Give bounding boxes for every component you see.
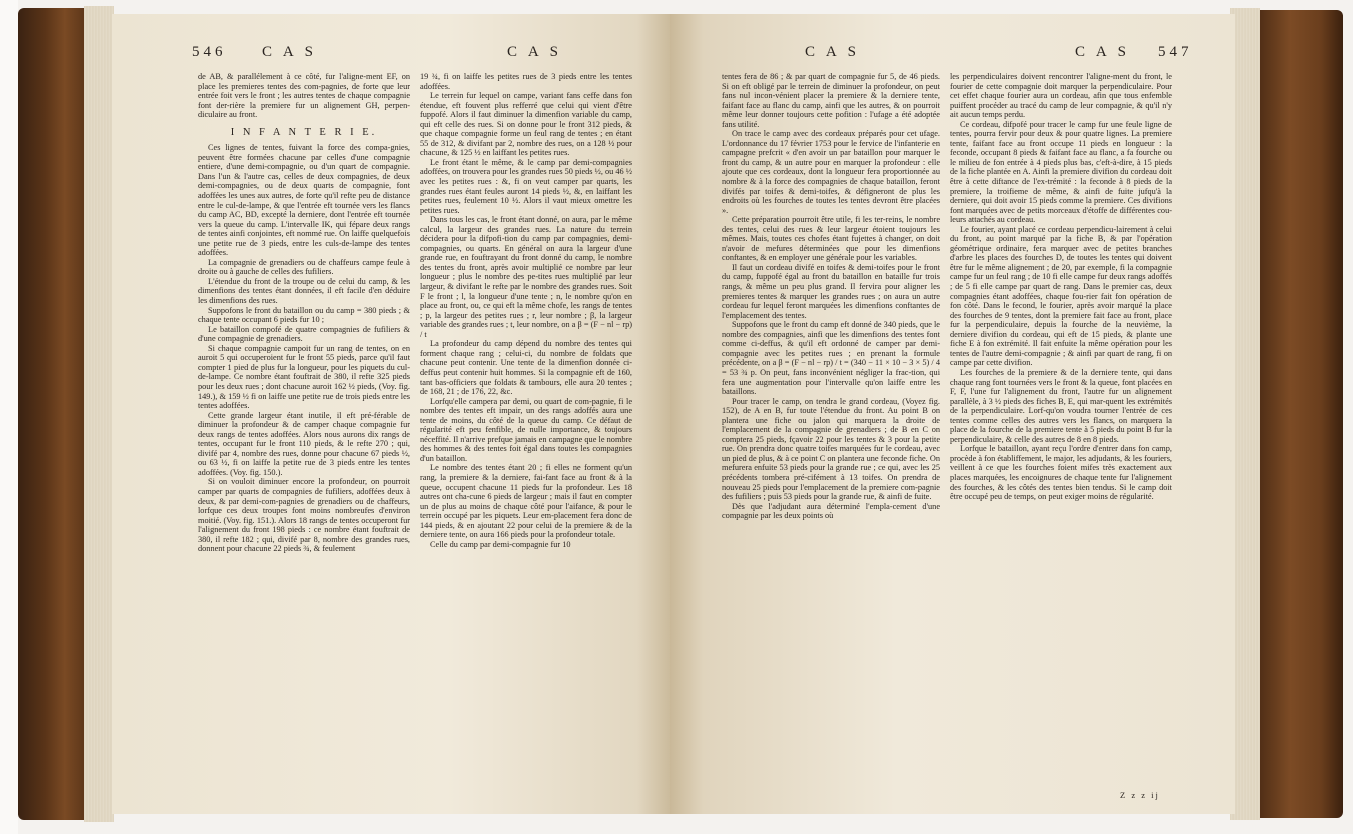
page-number: 547 [1158, 44, 1193, 60]
paragraph: Il faut un cordeau divifé en toifes & demi-toifes pour le front du camp, fuppofé égal au front du bataillon en bataille fur trois rangs, & même un peu plus grand. Il fervira pour aligner les premieres tentes & marquer les grandes rues ; on aura un autre cordeau fur lequel feront marquées les dimenfions conftantes de l'emplacement des tentes. [722, 262, 940, 320]
paragraph: Suppofons le front du bataillon ou du camp = 380 pieds ; & chaque tente occupant 6 pieds fur 10 ; [198, 305, 410, 325]
paragraph: Le terrein fur lequel on campe, variant fans ceffe dans fon étendue, eft fouvent plus refferré que celui qui vient d'être fuppofé. Alors il faut diminuer la dimenfion variable du camp, qui eft celle des rues. Si on donne pour le front 312 pieds, & que chaque compagnie forme un feul rang de tentes ; en étant 55 de 312, & divifant par 2, nombre des rues, on a 128 ½ pour chacune, & 125 ½ en laiffant les petites rues. [420, 91, 632, 158]
paragraph: Le front étant le même, & le camp par demi-compagnies adoffées, on trouvera pour les grandes rues 50 pieds ½, ou 46 ½ avec les petites rues : &, fi on veut camper par quarts, les grandes rues étant feules auront 14 pieds ½, &, en laiffant les petites rues, feulement 10 ½. Alors il vaut mieux omettre les petites rues. [420, 157, 632, 215]
paragraph: 19 ¾, fi on laiffe les petites rues de 3 pieds entre les tentes adoffées. [420, 72, 632, 91]
left-column-1 [198, 72, 410, 554]
running-head-left: C A S [805, 44, 861, 60]
left-column-2 [420, 72, 632, 549]
paragraph: Ce cordeau, difpofé pour tracer le camp fur une feule ligne de tentes, pourra fervir pour deux & pour quatre lignes. La premiere tente, faifant face au front occupe 11 pieds en longueur : la feconde, occupant 8 pieds & faifant face au flanc, a fa fourche ou le milieu de fon entrée à 4 pieds plus bas, c'eft-à-dire, à 15 pieds de la fiche plantée en A. Ainfi la premiere divifion du cordeau doit être à cette diftance de l'ex-trémité : la feconde à 8 pieds de la premiere, la troifieme de même, & ainfi de fuite jufqu'à la derniere, qui doit avoir 15 pieds comme la premiere. Ces divifions font marquées avec de petits morceaux d'étoffe de différentes cou-leurs attachés au cordeau. [950, 119, 1172, 225]
signature-mark: Z z z ij [1120, 790, 1160, 800]
paragraph: Lorfqu'elle campera par demi, ou quart de com-pagnie, fi le nombre des tentes eft impair, un des rangs adoffés aura une tente de moins, du côté de la queue du camp. Ce défaut de régularité eft peu fenfible, de nulle importance, & toujours néceffité. Il n'arrive prefque jamais en campagne que le nombre des hommes & des tentes foit égal dans toutes les compagnies d'un bataillon. [420, 396, 632, 463]
paragraph: La profondeur du camp dépend du nombre des tentes qui forment chaque rang ; celui-ci, du nombre de foldats que chacune peut contenir. Une tente de la dimenfion donnée ci-deffus peut contenir huit hommes. Si la compagnie eft de 160, tant bas-officiers que foldats & tambours, elle aura 20 tentes ; de 168, 21 ; de 176, 22, &c. [420, 339, 632, 397]
paragraph: tentes fera de 86 ; & par quart de compagnie fur 5, de 46 pieds. Si on eft obligé par le terrein de diminuer la profondeur, on peut fans nul incon-vénient placer la premiere & la derniere tente, faifant face au flanc du camp, ainfi que les autres, & on pourroit même leur donner toujours cette pofition : l'ufage a été adoptée fans utilité. [722, 72, 940, 129]
right-column-2 [950, 72, 1172, 502]
page-number: 546 [192, 44, 227, 60]
running-head-right: C A S [507, 44, 563, 60]
paragraph: Dans tous les cas, le front étant donné, on aura, par le même calcul, la largeur des grandes rues. La nature du terrein décidera pour la difpofi-tion du camp par compagnies, demi-compagnies, ou quarts. En général on aura la largeur d'une grande rue, en fouftrayant du front donné du camp, le nombre des tentes du front, après avoir multiplié ce nombre par leur longueur ; plus le nombre des pe-tites rues multiplié par leur largeur, & divifant le refte par le nombre des grandes rues. Soit F le front ; l, la longueur d'une tente ; n, le nombre qu'on en place au front, ou, ce qui eft la même chofe, les rangs de tentes ; p, la largeur des petites rues ; r, leur nombre ; β, la largeur variable des grandes rues ; t, leur nombre, on a β = (F − nl − rp) / t [420, 215, 632, 339]
paragraph: Celle du camp par demi-compagnie fur 10 [430, 539, 571, 549]
paragraph: Le nombre des tentes étant 20 ; fi elles ne forment qu'un rang, la premiere & la derniere, fai-fant face au front & à la queue, occupent chacune 11 pieds fur la profondeur. Les 18 autres ont cha-cune 6 pieds de largeur ; mais il faut en compter un de plus au moins de chaque côté pour l'aifance, & pour le terrein occupé par les piquets. Leur em-placement fera donc de 144 pieds, & en ajoutant 22 pour celui de la premiere & de la derniere tente, on aura 166 pieds pour la profondeur totale. [420, 463, 632, 540]
paragraph: Pour tracer le camp, on tendra le grand cordeau, (Voyez fig. 152), de A en B, fur toute l'étendue du front. Au point B on plantera une fiche ou jalon qui marquera la droite de l'emplacement de la compagnie de grenadiers ; de B en C on comptera 25 pieds, fçavoir 22 pour les tentes & 3 pour la petite rue. On prendra donc quatre toifes marquées fur le cordeau, avec un pied de plus, & à ce point C on plantera une feconde fiche. On mefurera enfuite 53 pieds pour la grande rue ; ce qui, avec les 25 précédents tombera pré-cifément à 13 toifes. On prendra de nouveau 25 pieds pour l'emplacement de la premiere com-pagnie des fufiliers ; puis 53 pieds pour la grande rue, & ainfi de fuite. [722, 396, 940, 502]
paragraph: Lorfque le bataillon, ayant reçu l'ordre d'entrer dans fon camp, procède à fon établiffement, le major, les adjudants, & les fouriers, veillent à ce que les fourches foient mifes très exactement aux places marquées, les encoignures de chaque tente fur l'alignement des fourches, & les côtés des tentes bien tendus. Si le camp doit être occupé peu de temps, on peut exiger moins de régularité. [950, 444, 1172, 502]
paragraph: Si on vouloit diminuer encore la profondeur, on pourroit camper par quarts de compagnies de fufiliers, adoffées deux à deux, & par demi-com-pagnies de grenadiers ou de chaffeurs, lorfque ces deux troupes font moins nombreufes d'environ moitié. (Voy. fig. 151.). Alors 18 rangs de tentes occuperont fur l'alignement du front 198 pieds : ce nombre étant fouftrait de 380, il refte 182 ; qui, divifé par 8, nombre des grandes rues, donnent pour chacune 22 pieds ¾, & feulement [198, 477, 410, 554]
left-running-head [112, 44, 670, 68]
paragraph: de AB, & parallélement à ce côté, fur l'aligne-ment EF, on place les premieres tentes des com-pagnies, de forte que leur entrée foit vers le front ; les autres tentes de chaque compagnie font der-rière la premiere fur un alignement GH, perpen-diculaire au front. [198, 72, 410, 120]
background-edge [0, 0, 18, 834]
left-page [112, 14, 670, 814]
running-head-left: C A S [262, 44, 318, 60]
paragraph: Le bataillon compofé de quatre compagnies de fufiliers & d'une compagnie de grenadiers. [198, 324, 410, 344]
section-heading: I N F A N T E R I E. [230, 126, 378, 138]
paragraph: Cette grande largeur étant inutile, il eft pré-férable de diminuer la profondeur & de camper chaque compagnie fur deux rangs de tentes adoffées. Alors nous aurons dix rangs de tentes, occupant fur le front 110 pieds, & le refte 270 ; qui, divifé par 4, nombre des rues, donne pour chacune 67 pieds ½, ou 63 ½, fi on laiffe la petite rue de 3 pieds entre les tentes adoffées. (Voy. fig. 150.). [198, 410, 410, 477]
running-head-right: C A S [1075, 44, 1131, 60]
paragraph: Le fourier, ayant placé ce cordeau perpendicu-lairement à celui du front, au point marqué par la fiche B, & par l'opération géométrique ordinaire, fera marquer avec de petites branches d'arbre les places des fourches D, de toutes les tentes qui doivent être fur le même alignement ; de 20, par exemple, fi la compagnie campe fur un feul rang ; de 10 fi elle campe fur deux rangs adoffés ; de 5 fi elle campe par quart de rang. Dans le premier cas, deux compagnies étant adoffées, chaque fou-rier fait fon opération de fon côté. Dans le fecond, le fourier, après avoir marqué la place des fourches de 9 tentes, dont la premiere fait face au front, place fur la perpendiculaire, depuis la fourche de la neuvième, la derniere divifion du cordeau, qui eft de 15 pieds, & plante une fiche E à fon extrémité. Il fait enfuite la même opération pour les tentes de l'autre demi-compagnie ; & ainfi par quart de rang, fi on campe par cette divifion. [950, 224, 1172, 368]
book-cover-right [1255, 10, 1343, 818]
paragraph: Suppofons que le front du camp eft donné de 340 pieds, que le nombre des compagnies, ainfi que les dimenfions des tentes font comme ci-deffus, & qu'il eft ordonné de camper par demi-compagnie avec les petites rues ; en prenant la formule précédente, on a β = (F − nl − rp) / t = (340 − 11 × 10 − 3 × 5) / 4 = 53 ¾ p. On peut, fans inconvénient négliger la frac-tion, qui fera une augmentation pour l'intervalle qu'on laiffe entre les bataillons. [722, 320, 940, 397]
right-page [670, 14, 1235, 814]
right-running-head [670, 44, 1235, 68]
right-column-1 [722, 72, 940, 521]
paragraph: On trace le camp avec des cordeaux préparés pour cet ufage. L'ordonnance du 17 février 1753 pour le fervice de l'infanterie en campagne prefcrit « d'en avoir un par bataillon pour marquer le front du camp, & un autre pour en marquer la profondeur : elle ajoute que ces cordeaux, dont la longueur fera proportionnée au nombre & à la force des compagnies de chaque bataillon, feront divifés par toifes & demi-toifes, & défigneront de plus les endroits où les fourches de toutes les tentes devront être placées ». [722, 129, 940, 215]
page-stack-left [84, 6, 114, 822]
paragraph: Cette préparation pourroit être utile, fi les ter-reins, le nombre des tentes, celui des rues & leur largeur étoient toujours les mêmes. Mais, toutes ces chofes étant fujettes à changer, on doit n'avoir de mefures déterminées que pour les dimenfions conftantes, & en employer une générale pour les variables. [722, 215, 940, 263]
paragraph: Ces lignes de tentes, fuivant la force des compa-gnies, peuvent être formées chacune par celles d'une compagnie entiere, d'une demi-compagnie, ou d'un quart de compagnie. Dans l'un & l'autre cas, celles de deux compagnies, de deux demi-compagnies, ou de deux quarts de compagnie, font adoffées les unes aux autres, de forte qu'il refte peu de distance entre le cul-de-lampe, & que l'entrée eft tournée vers les flancs du camp AC, BD, excepté la derniere, dont l'entrée eft tournée vers la queue du camp. L'intervalle IK, qui fépare deux rangs de tentes ainfi conjointes, eft nommé rue. On laiffe quelquefois une petite rue de 3 pieds, entre les culs-de-lampe des tentes adoffées. [198, 143, 410, 258]
paragraph: La compagnie de grenadiers ou de chaffeurs campe feule à droite ou à gauche de celles des fufiliers. [198, 257, 410, 277]
paragraph: Si chaque compagnie campoit fur un rang de tentes, on en auroit 5 qui occuperoient fur le front 55 pieds, parce qu'il faut compter 1 pied de plus fur la longueur, pour les piquets du cul-de-lampe. Ce nombre étant fouftrait de 380, il refte 325 pieds pour les deux rues ; dont chacune auroit 162 ½ pieds, (Voy. fig. 149.), & 159 ½ fi on laiffe une petite rue de trois pieds entre les tentes adoffées. [198, 343, 410, 411]
paragraph: Les fourches de la premiere & de la derniere tente, qui dans chaque rang font tournées vers le front & la queue, font placées en F, F, l'une fur l'alignement du front, l'autre fur un alignement parallèle, à 3 ½ pieds des fiches B, E, qui mar-quent les extrémités de la perpendiculaire. Lorf-qu'on voudra tourner l'entrée de ces tentes comme celles des autres vers les flancs, on marquera la place de la fourche de la premiere tente à 5 pieds du point B fur la perpendiculaire, & celle des autres de 8 en 8 pieds. [950, 367, 1172, 444]
paragraph: Dès que l'adjudant aura déterminé l'empla-cement d'une compagnie par les deux points où [722, 501, 940, 521]
paragraph: L'étendue du front de la troupe ou de celui du camp, & les dimenfions des tentes étant données, il eft facile d'en déduire les dimenfions des rues. [198, 276, 410, 306]
paragraph: les perpendiculaires doivent rencontrer l'aligne-ment du front, le fourier de cette compagnie doit marquer la perpendiculaire. Pour cet effet chaque fourier aura un cordeau, afin que tous enfemble puiffent procéder au tracé du camp de leur compagnie, & qu'il n'y ait aucun temps perdu. [950, 72, 1172, 120]
